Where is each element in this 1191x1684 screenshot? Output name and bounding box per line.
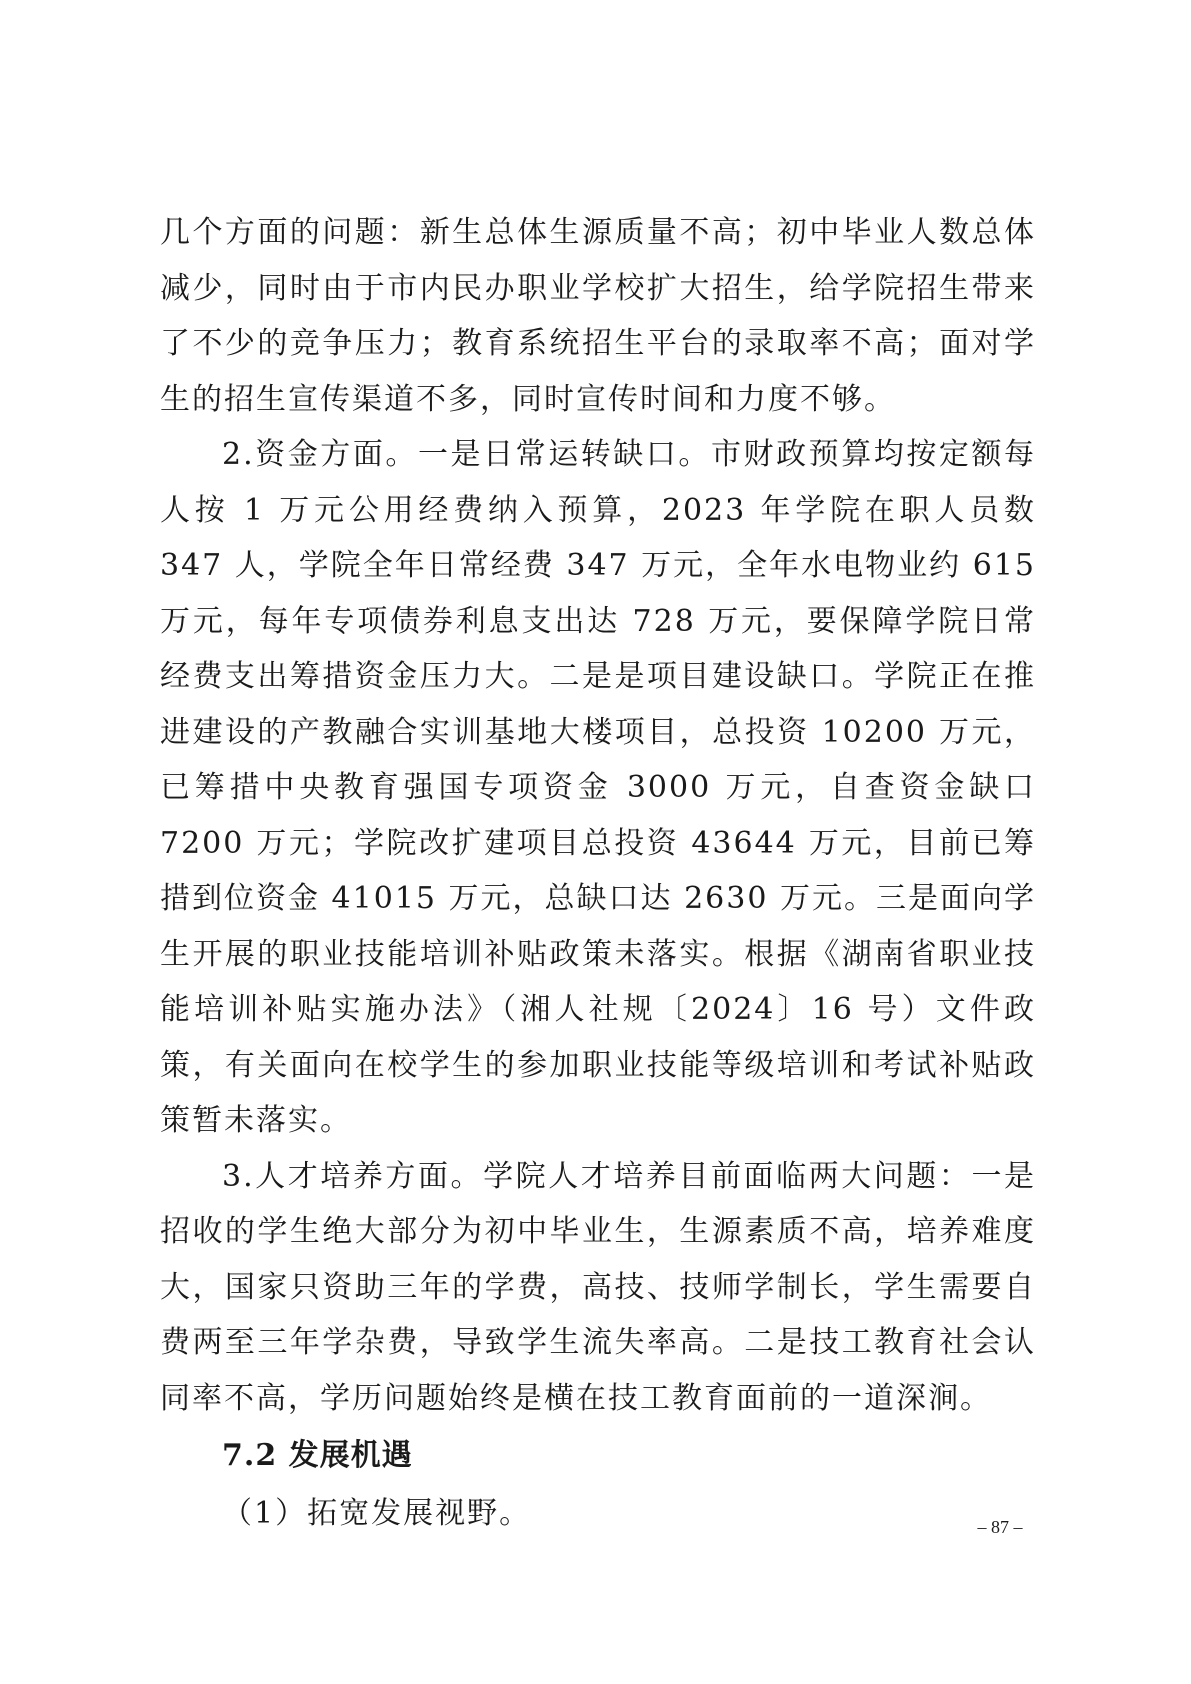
paragraph-funding: 2.资金方面。一是日常运转缺口。市财政预算均按定额每人按 1 万元公用经费纳入预算，2023 年学院在职人员数 347 人，学院全年日常经费 347 万元，全年水电物业约 615 万元，每年专项债券利息支出达 728 万元，要保障学院日常经费支出筹措资金压力大。二是是项目建设缺口。学院正在推进建设的产教融合实训基地大楼项目，总投资 10200 万元，已筹措中央教育强国专项资金 3000 万元，自查资金缺口 7200 万元；学院改扩建项目总投资 43644 万元，目前已筹措到位资金 41015 万元，总缺口达 2630 万元。三是面向学生开展的职业技能培训补贴政策未落实。根据《湖南省职业技能培训补贴实施办法》（湘人社规〔2024〕16 号）文件政策，有关面向在校学生的参加职业技能等级培训和考试补贴政策暂未落实。 [160, 437, 1036, 1138]
section-heading: 7.2 发展机遇 [222, 1438, 413, 1473]
page-number: – 87 – [977, 1517, 1023, 1537]
document-body [160, 205, 1036, 1542]
sub-heading: （1）拓宽发展视野。 [222, 1496, 532, 1531]
paragraph-talent-training: 3.人才培养方面。学院人才培养目前面临两大问题：一是招收的学生绝大部分为初中毕业生，生源素质不高，培养难度大，国家只资助三年的学费，高技、技师学制长，学生需要自费两至三年学杂费，导致学生流失率高。二是技工教育社会认同率不高，学历问题始终是横在技工教育面前的一道深涧。 [160, 1158, 1036, 1416]
paragraph-continued: 几个方面的问题：新生总体生源质量不高；初中毕业人数总体减少，同时由于市内民办职业学校扩大招生，给学院招生带来了不少的竞争压力；教育系统招生平台的录取率不高；面对学生的招生宣传渠道不多，同时宣传时间和力度不够。 [160, 215, 1036, 417]
